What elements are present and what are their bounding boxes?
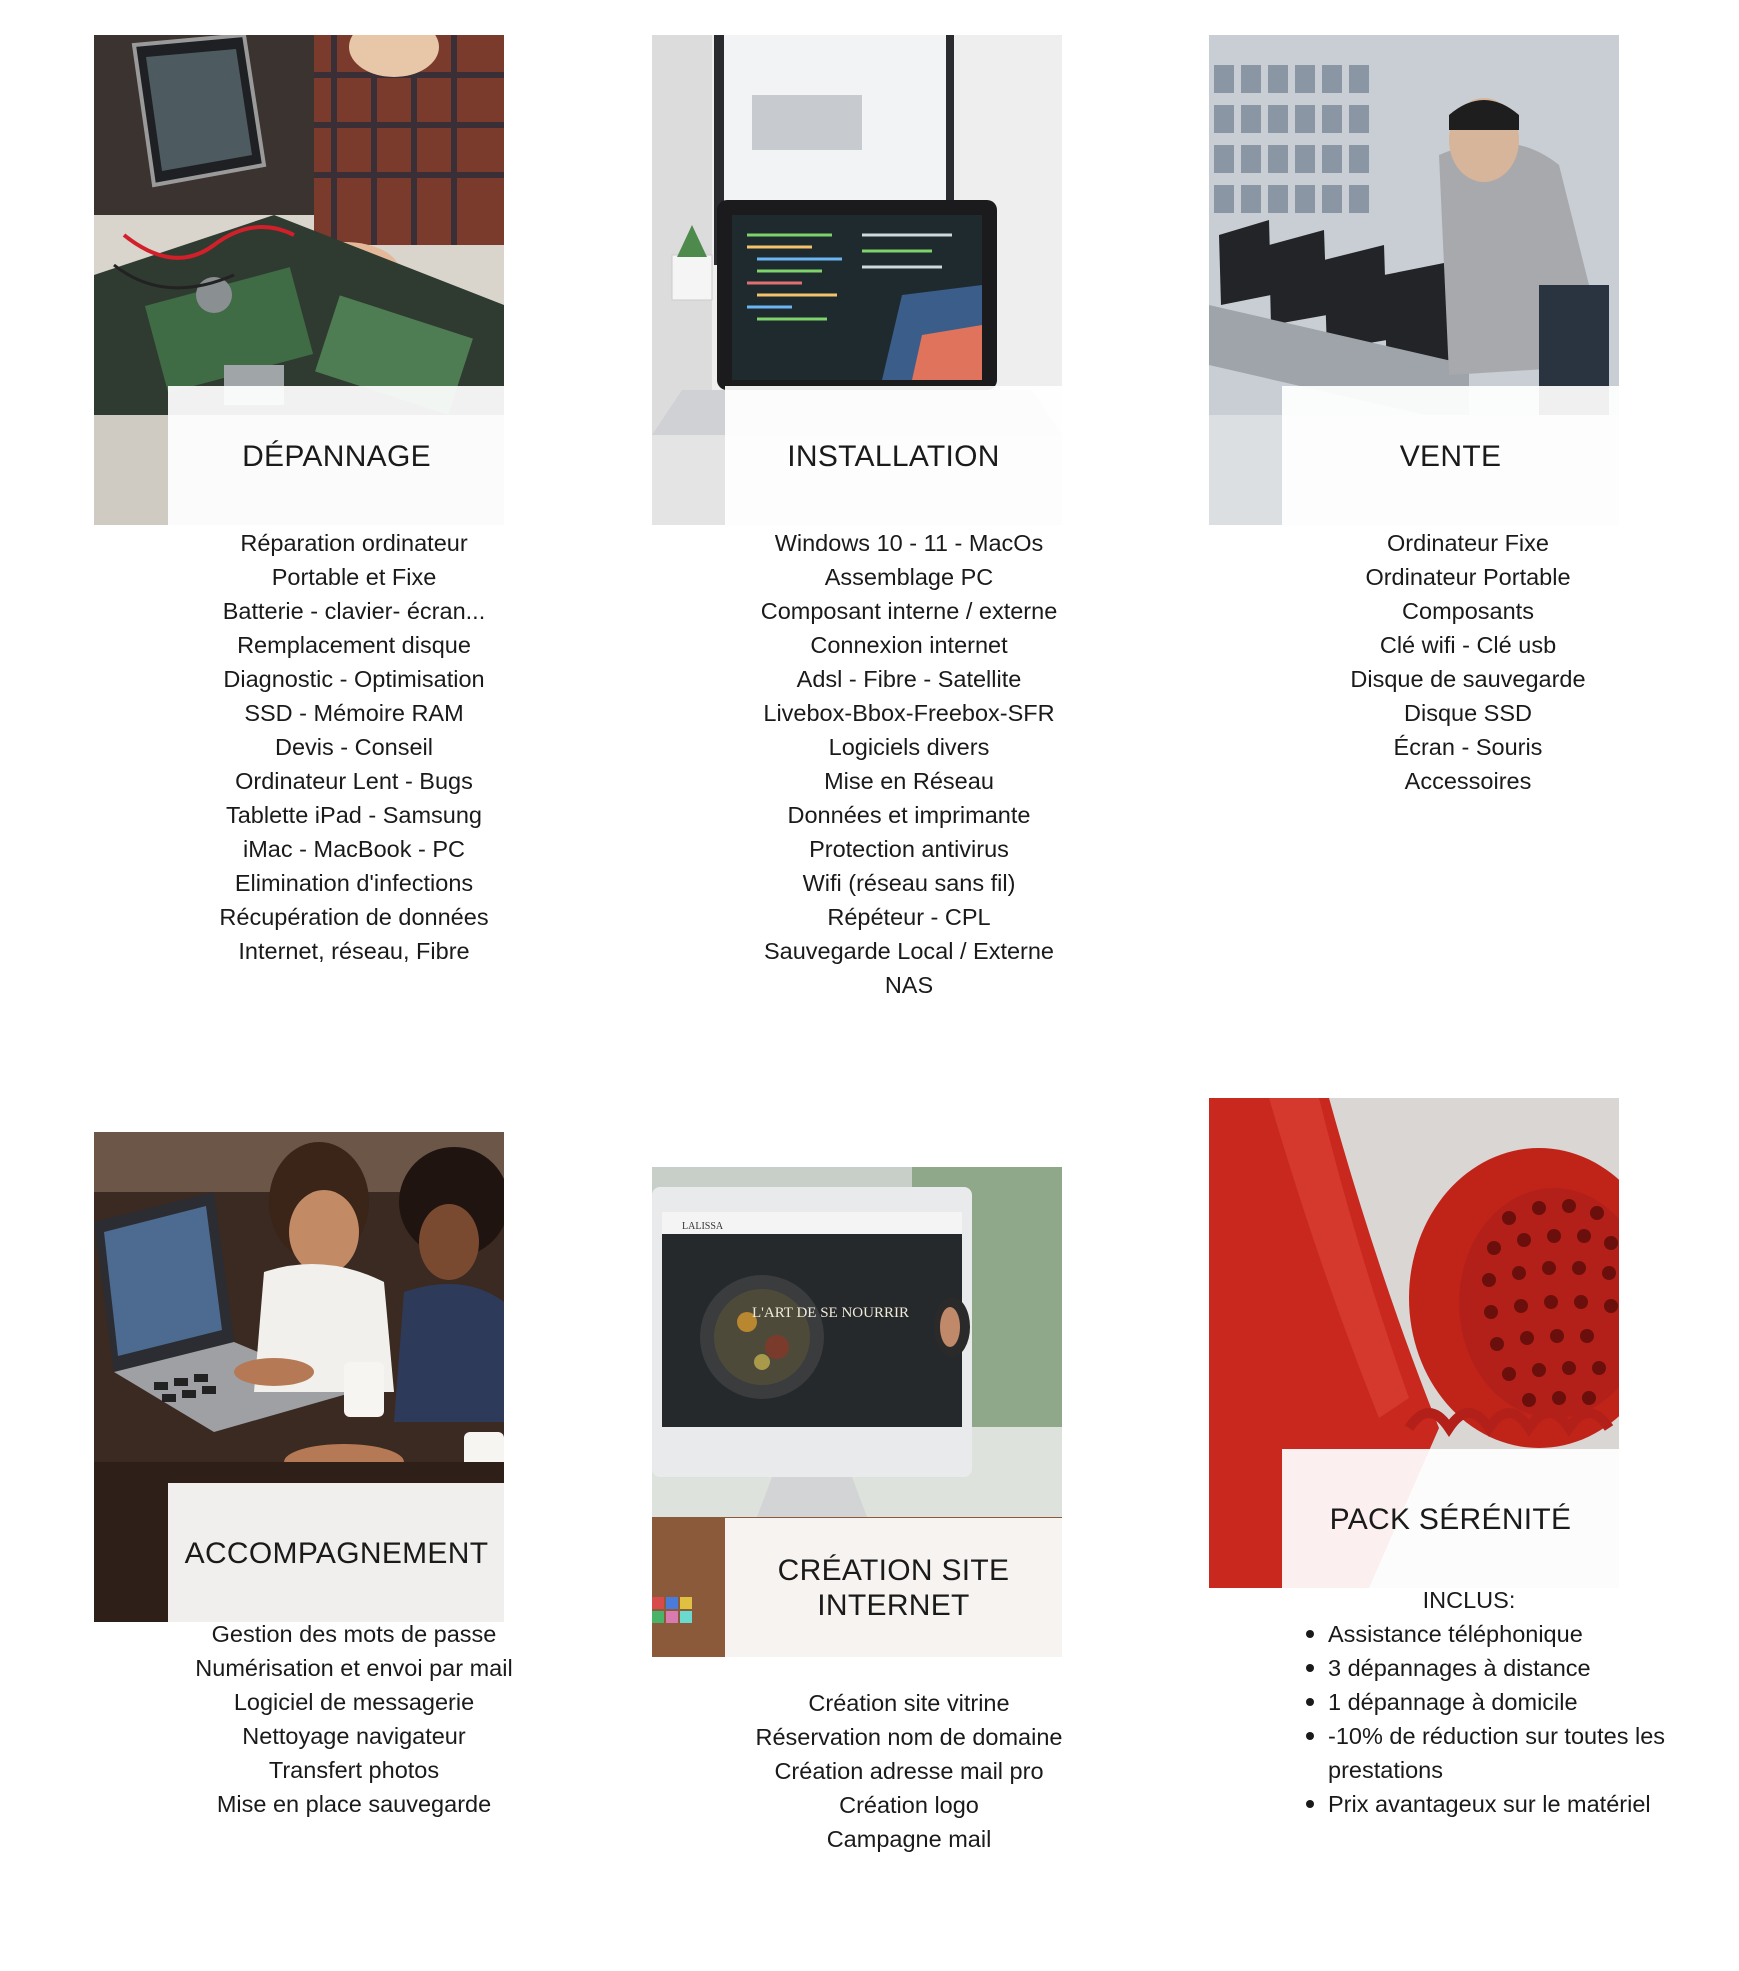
service-item: Données et imprimante <box>787 802 1031 828</box>
card-title: ACCOMPAGNEMENT <box>184 1536 489 1570</box>
service-item: Composant interne / externe <box>760 598 1058 624</box>
service-item: Réservation nom de domaine <box>755 1724 1063 1750</box>
service-item: Mise en Réseau <box>824 768 994 794</box>
service-item: Remplacement disque <box>237 632 471 658</box>
card-title-panel <box>1282 386 1619 526</box>
service-list <box>689 1686 1129 1856</box>
service-item: Internet, réseau, Fibre <box>238 938 470 964</box>
card-title: CRÉATION SITE INTERNET <box>777 1554 1010 1622</box>
service-item: Connexion internet <box>810 632 1008 658</box>
card-title-panel <box>725 386 1062 526</box>
service-item: Devis - Conseil <box>274 734 434 760</box>
service-list <box>689 526 1129 1002</box>
service-item: Logiciel de messagerie <box>233 1689 475 1715</box>
service-item: Campagne mail <box>826 1826 992 1852</box>
card-title: PACK SÉRÉNITÉ <box>1329 1502 1572 1536</box>
service-item: Batterie - clavier- écran... <box>222 598 486 624</box>
service-item: Composants <box>1402 598 1534 624</box>
service-item: Transfert photos <box>268 1757 440 1783</box>
card-title: DÉPANNAGE <box>242 439 431 473</box>
pack-feature-list <box>1300 1617 1688 1821</box>
service-item: Logiciels divers <box>828 734 990 760</box>
service-list <box>1248 526 1688 798</box>
pack-feature-item: 1 dépannage à domicile <box>1328 1685 1688 1719</box>
service-item: Disque SSD <box>1404 700 1532 726</box>
service-item: Numérisation et envoi par mail <box>195 1655 513 1681</box>
service-item: Adsl - Fibre - Satellite <box>796 666 1022 692</box>
service-item: Mise en place sauvegarde <box>216 1791 492 1817</box>
card-title-panel <box>168 1483 505 1623</box>
service-item: Gestion des mots de passe <box>211 1621 497 1647</box>
pack-feature-item: Assistance téléphonique <box>1328 1617 1688 1651</box>
service-item: Portable et Fixe <box>271 564 437 590</box>
service-item: Ordinateur Portable <box>1365 564 1571 590</box>
service-item: Sauvegarde Local / Externe <box>763 938 1055 964</box>
service-item: Nettoyage navigateur <box>242 1723 466 1749</box>
card-title-panel <box>725 1518 1062 1658</box>
pack-feature-item: -10% de réduction sur toutes les prestations <box>1328 1719 1688 1787</box>
service-item: Disque de sauvegarde <box>1350 666 1586 692</box>
service-item: Ordinateur Fixe <box>1387 530 1549 556</box>
card-title: VENTE <box>1399 439 1502 473</box>
card-title: INSTALLATION <box>787 439 1000 473</box>
service-item: Récupération de données <box>219 904 489 930</box>
pack-feature-item: 3 dépannages à distance <box>1328 1651 1688 1685</box>
pack-included-label: INCLUS: <box>1422 1587 1516 1613</box>
service-item: Répéteur - CPL <box>827 904 991 930</box>
service-item: Elimination d'infections <box>234 870 474 896</box>
service-item: Création adresse mail pro <box>774 1758 1044 1784</box>
card-title-panel <box>168 386 505 526</box>
service-item: Écran - Souris <box>1393 734 1543 760</box>
service-item: Livebox-Bbox-Freebox-SFR <box>763 700 1055 726</box>
pack-feature-item: Prix avantageux sur le matériel <box>1328 1787 1688 1821</box>
service-list <box>134 526 574 968</box>
service-list <box>134 1617 574 1821</box>
service-item: Windows 10 - 11 - MacOs <box>774 530 1044 556</box>
service-item: Réparation ordinateur <box>240 530 468 556</box>
service-item: NAS <box>884 972 934 998</box>
service-item: SSD - Mémoire RAM <box>244 700 464 726</box>
service-item: Création logo <box>839 1792 979 1818</box>
card-title-panel <box>1282 1449 1619 1589</box>
service-item: Assemblage PC <box>824 564 994 590</box>
service-item: Diagnostic - Optimisation <box>223 666 485 692</box>
service-item: Ordinateur Lent - Bugs <box>235 768 473 794</box>
service-item: Clé wifi - Clé usb <box>1379 632 1557 658</box>
service-item: Création site vitrine <box>808 1690 1010 1716</box>
service-item: Accessoires <box>1404 768 1532 794</box>
service-item: iMac - MacBook - PC <box>243 836 465 862</box>
service-item: Protection antivirus <box>809 836 1009 862</box>
service-item: Wifi (réseau sans fil) <box>802 870 1016 896</box>
service-item: Tablette iPad - Samsung <box>225 802 483 828</box>
website-mockup-brand: LALISSA <box>682 1221 724 1232</box>
website-mockup-headline: L'ART DE SE NOURRIR <box>752 1305 909 1321</box>
